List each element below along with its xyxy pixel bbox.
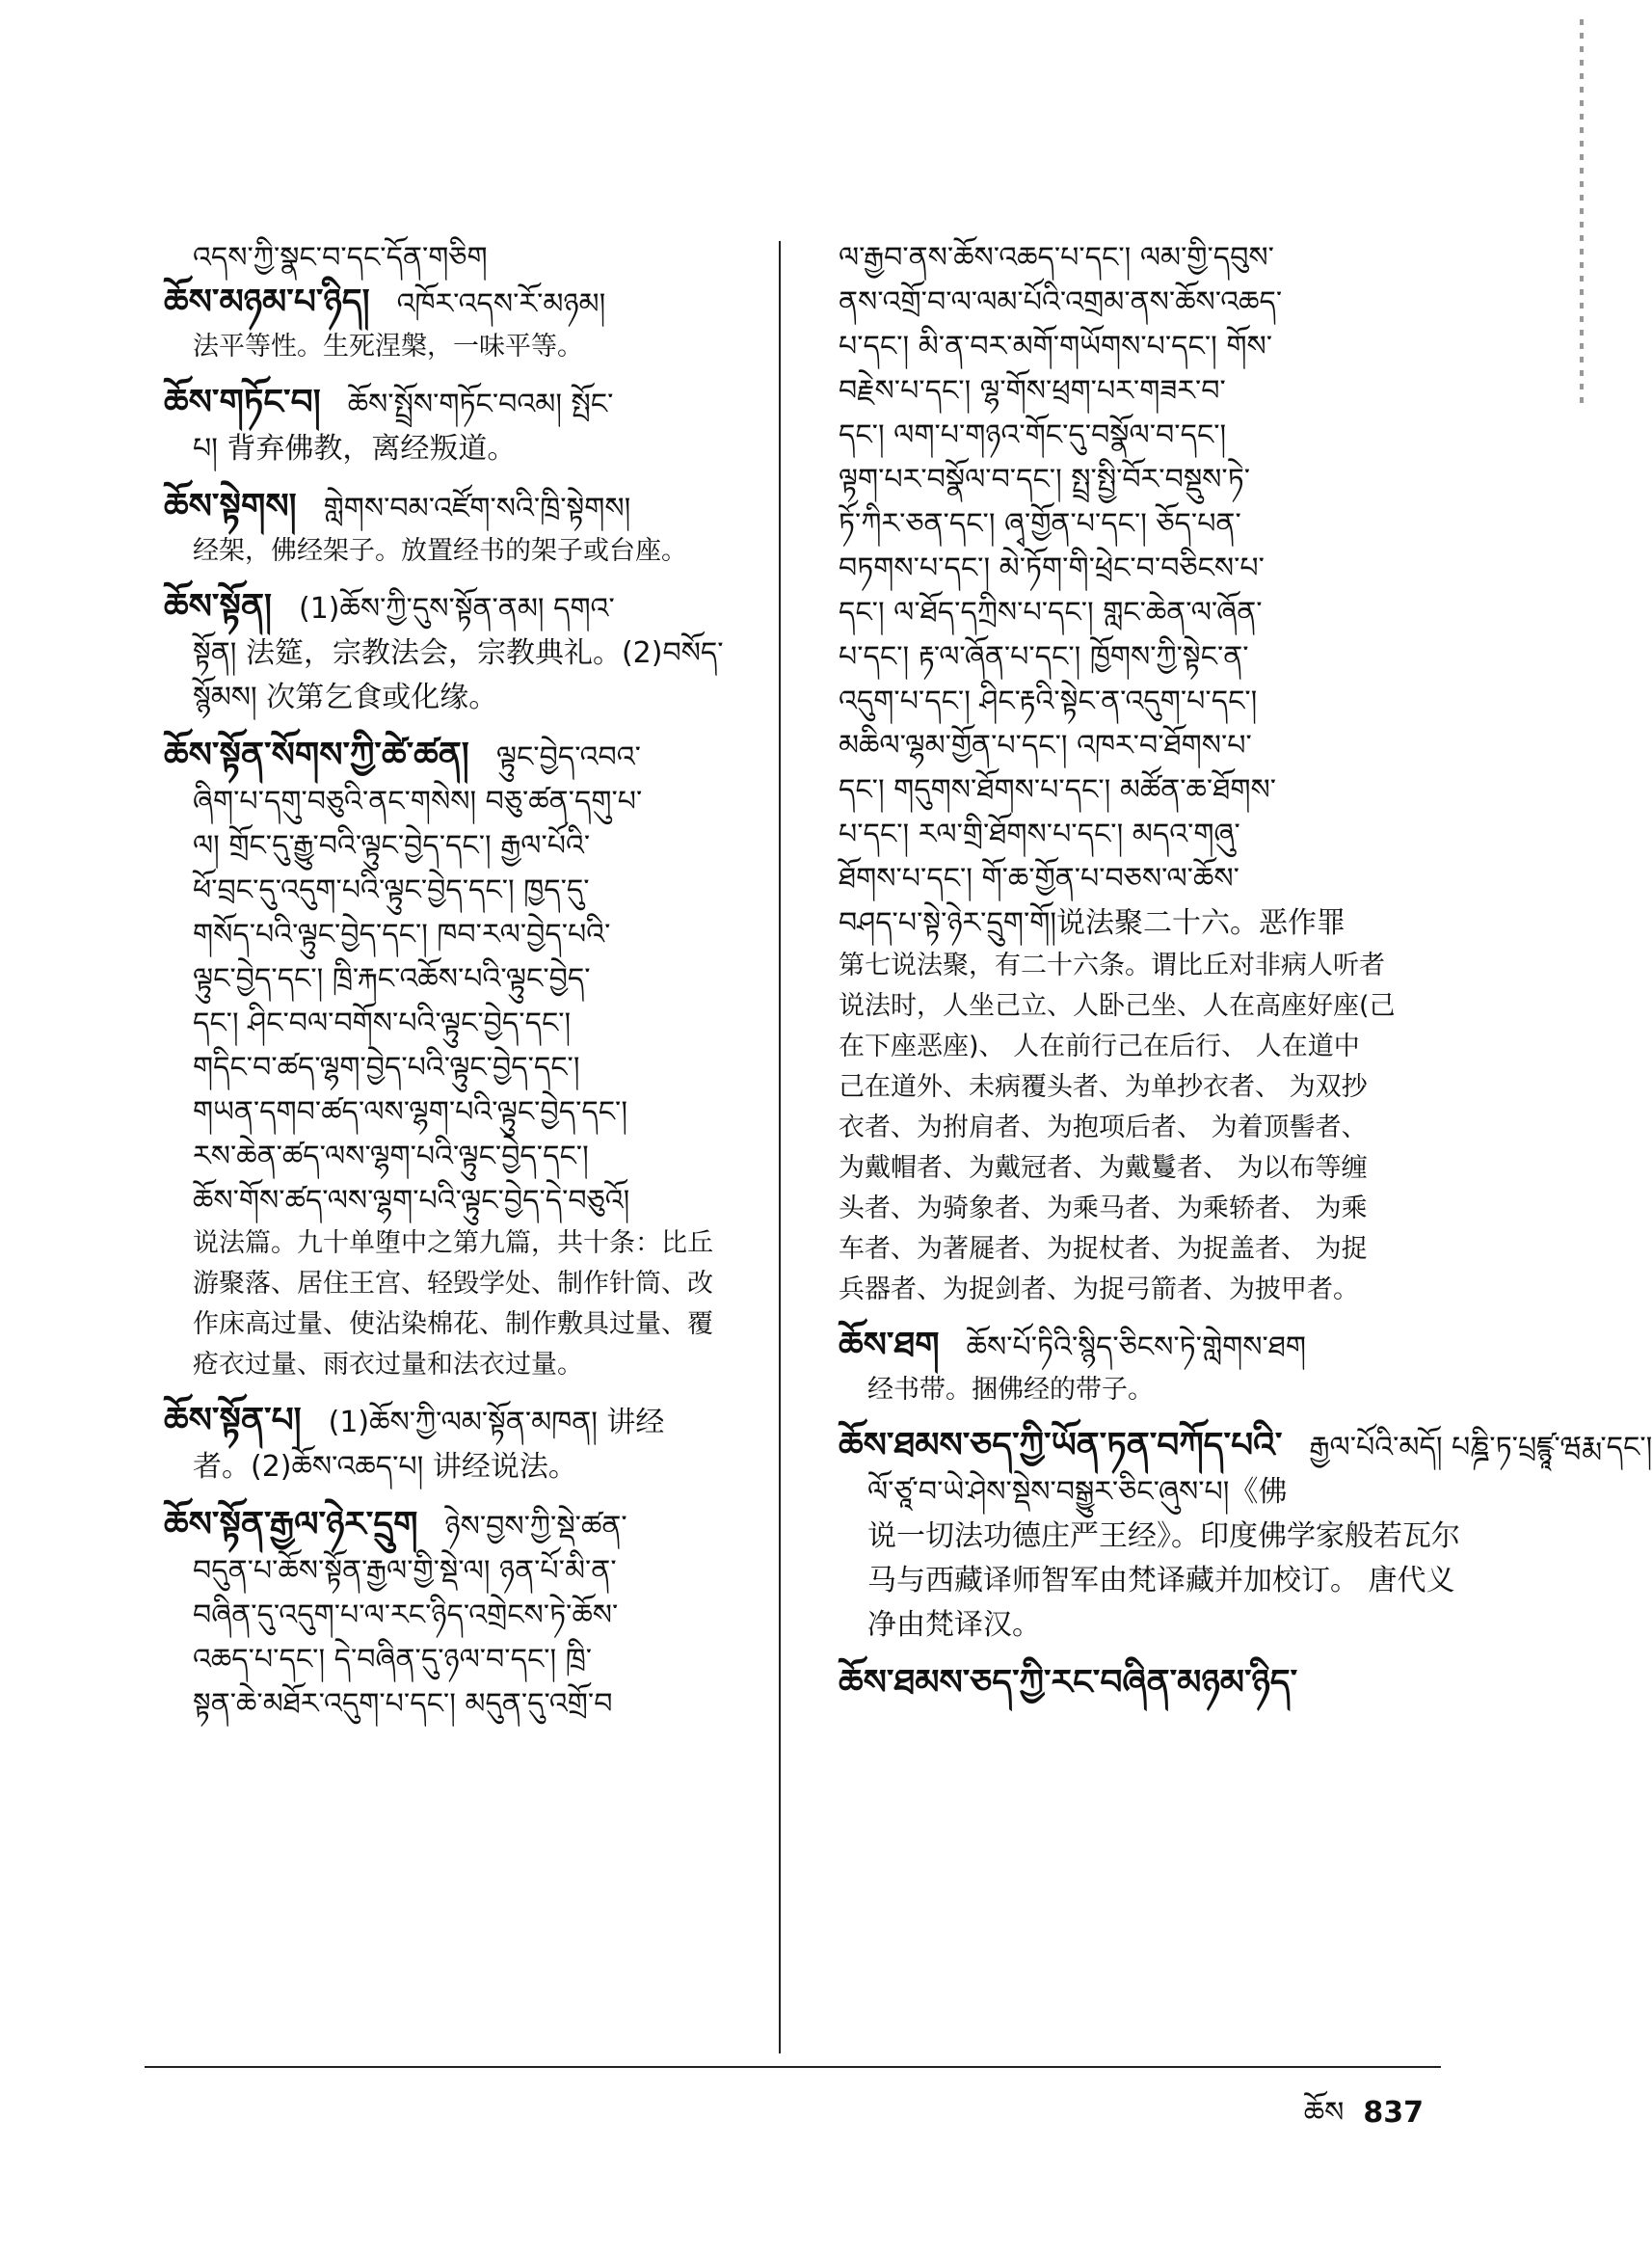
- dictionary-entry: [839, 1424, 1652, 1648]
- entry-tibetan-text: ལོ་ཙཱ་བ་ཡེ་ཤེས་སྡེས་བསྒྱུར་ཅིང་ཞུས་པ།《佛: [867, 1475, 1288, 1509]
- dictionary-entry: [164, 485, 761, 572]
- entry-chinese-definition: 经架，佛经架子。放置经书的架子或台座。: [193, 536, 687, 566]
- entry-line: [164, 734, 761, 780]
- entry-line: [164, 1046, 761, 1090]
- entry-line: [164, 1002, 761, 1046]
- entry-headword: ཆོས་སྟོན་སོགས་ཀྱི་ཚེ་ཚན།: [164, 736, 469, 775]
- entry-headword: ཆོས་ཐམས་ཅད་ཀྱི་ཡོན་ཏན་བཀོད་པའི་: [839, 1426, 1283, 1465]
- continuation-tibetan-line: ཏོ་ཀིར་ཅན་དང་། ཞྭ་གྱོན་པ་དང་། ཅོད་པན་: [839, 507, 1241, 541]
- continuation-chinese-line: 己在道外、未病覆头者、为单抄衣者、 为双抄: [839, 1072, 1368, 1102]
- entry-tibetan-text: འཁོར་འདས་རོ་མཉམ།: [396, 287, 606, 321]
- left-column: [164, 236, 761, 1740]
- entry-line: [164, 1549, 761, 1594]
- continuation-tibetan-line: བཤད་པ་སྟེ་ཉེར་དྲུག་གོ།说法聚二十六。恶作罪: [839, 906, 1346, 940]
- entry-chinese-definition: 法平等性。生死涅槃，一味平等。: [193, 332, 583, 362]
- continuation-chinese-line: 车者、为著屣者、为捉杖者、为捉盖者、 为捉: [839, 1234, 1368, 1264]
- entry-tibetan-text: གཡན་དགབ་ཚད་ལས་ལྷག་པའི་ལྟུང་བྱེད་དང་།: [193, 1095, 628, 1129]
- entry-tibetan-text: སྙོམས། 次第乞食或化缘。: [193, 681, 498, 714]
- entry-headword: ཆོས་མཉམ་པ་ཉིད།: [164, 282, 370, 322]
- entry-line: [164, 631, 761, 676]
- entry-line: [164, 1090, 761, 1135]
- entry-line: [839, 1559, 1455, 1603]
- entry-headword: ཆོས་སྟོན་པ།: [164, 1401, 302, 1440]
- entry-tibetan-text: སྟོན། 法筵，宗教法会，宗教典礼。(2)བསོད་: [193, 636, 724, 670]
- dictionary-entry: [164, 1399, 761, 1489]
- entry-line: [164, 485, 761, 531]
- entry-tibetan-text: ཆོས་པོ་ཏིའི་སྙིད་ཅིངས་ཏེ་གླེགས་ཐག: [966, 1330, 1307, 1364]
- continuation-tibetan-line: པ་དང་། མི་ན་བར་མགོ་གཡོགས་པ་དང་། གོས་: [839, 330, 1272, 363]
- running-word: ཆོས: [1303, 2096, 1345, 2130]
- entry-tibetan-text: ཕོ་བྲང་དུ་འདུག་པའི་ལྟུང་བྱེད་དང་། ཁྱད་དུ་: [193, 873, 590, 907]
- entry-line: [164, 585, 761, 631]
- dictionary-entry: [164, 734, 761, 1385]
- entry-line: [839, 1661, 1431, 1707]
- continuation-tibetan-line: བརྗེས་པ་དང་། ལྷ་གོས་ཕྲག་པར་གཟར་བ་: [839, 374, 1226, 408]
- entry-tibetan-text: ཆོས་སྤྲོས་གཏོང་བའམ། སྤོང་: [347, 388, 614, 421]
- continuation-chinese-line: 头者、为骑象者、为乘马者、为乘轿者、 为乘: [839, 1194, 1368, 1223]
- entry-line: [839, 1515, 1460, 1559]
- entry-chinese-definition: 疮衣过量、雨衣过量和法衣过量。: [193, 1350, 583, 1380]
- scan-edge-marks: [1580, 19, 1584, 405]
- entry-headword: ཆོས་གཏོང་བ།: [164, 383, 321, 422]
- entry-line: [164, 957, 761, 1002]
- dictionary-entry: [164, 381, 761, 471]
- dictionary-entry: [164, 281, 761, 367]
- entry-tibetan-text: རྒྱལ་པོའི་མདོ། པཎྜི་ཏ་པྲཛྙཱ་ཝརྨ་དང་།: [1309, 1431, 1652, 1464]
- entry-line: [164, 1135, 761, 1179]
- entry-line: [164, 1682, 761, 1727]
- entry-tibetan-text: ལ། གྲོང་དུ་རྒྱུ་བའི་ལྟུང་བྱེད་དང་། རྒྱལ་པོའི་: [193, 829, 591, 863]
- page-number: 837: [1363, 2096, 1424, 2130]
- entry-tibetan-text: རས་ཆེན་ཚད་ལས་ལྷག་པའི་ལྟུང་བྱེད་དང་།: [193, 1140, 589, 1173]
- entry-chinese-definition: 作床高过量、使沾染棉花、制作敷具过量、覆: [193, 1309, 713, 1339]
- continuation-tibetan-line: འདུག་པ་དང་། ཤིང་རྟའི་སྟེང་ན་འདུག་པ་དང་།: [839, 684, 1258, 718]
- entry-tibetan-text: གདིང་བ་ཚད་ལྷག་བྱེད་པའི་ལྟུང་བྱེད་དང་།: [193, 1051, 580, 1085]
- continuation-chinese-line: 衣者、为拊肩者、为抱项后者、 为着顶髻者、: [839, 1113, 1368, 1142]
- lead-line: འདས་ཀྱི་སྣང་བ་དང་དོན་གཅིག: [193, 241, 488, 275]
- entry-tibetan-text: བཞིན་དུ་འདུག་པ་ལ་རང་ཉིད་འགྲེངས་ཏེ་ཆོས་: [193, 1598, 619, 1632]
- entry-line: [164, 780, 761, 824]
- entry-chinese-definition: 说法篇。九十单堕中之第九篇，共十条：比丘: [193, 1228, 713, 1258]
- entry-chinese-definition: 经书带。捆佛经的带子。: [867, 1375, 1154, 1405]
- dictionary-entry: [164, 585, 761, 720]
- footer-rule: [145, 2066, 1441, 2068]
- entry-line: [164, 913, 761, 957]
- entry-tibetan-text: 净由梵译汉。: [867, 1608, 1041, 1642]
- entry-line: [164, 676, 761, 720]
- continuation-tibetan-line: ཐོགས་པ་དང་། གོ་ཆ་གྱོན་པ་བཅས་ལ་ཆོས་: [839, 862, 1239, 896]
- entry-tibetan-text: སྟན་ཆེ་མཐོར་འདུག་པ་དང་། མདུན་དུ་འགྲོ་བ: [193, 1687, 613, 1721]
- entry-line: [164, 1399, 761, 1445]
- entry-tibetan-text: བདུན་པ་ཆོས་སྟོན་རྒྱལ་གྱི་སྡེ་ལ། ཉན་པོ་མི་ན་: [193, 1554, 617, 1588]
- entry-headword: ཆོས་ཐམས་ཅད་ཀྱི་རང་བཞིན་མཉམ་ཉིད་: [839, 1663, 1298, 1703]
- column-divider: [779, 241, 781, 2053]
- entry-tibetan-text: འཆད་པ་དང་། དེ་བཞིན་དུ་ཉལ་བ་དང་། ཁྲི་: [193, 1643, 593, 1677]
- entry-line: [839, 1424, 1652, 1470]
- continuation-tibetan-line: དང་། གདུགས་ཐོགས་པ་དང་། མཚོན་ཆ་ཐོགས་: [839, 773, 1277, 807]
- entry-line: [164, 824, 761, 869]
- entry-line: [164, 1445, 761, 1489]
- entry-line: [164, 1179, 761, 1223]
- entry-line: [839, 1470, 1431, 1515]
- entry-tibetan-text: (1)ཆོས་ཀྱི་དུས་སྟོན་ནམ། དགའ་: [299, 592, 615, 626]
- continuation-chinese-line: 说法时，人坐己立、人卧己坐、人在高座好座(己: [839, 991, 1396, 1021]
- continuation-chinese-line: 为戴帽者、为戴冠者、为戴鬘者、 为以布等缠: [839, 1153, 1368, 1183]
- entry-tibetan-text: ཞིག་པ་དགུ་བཅུའི་ནང་གསེས། བཅུ་ཚན་དགུ་པ་: [193, 785, 643, 818]
- entry-line: [839, 1603, 1431, 1648]
- continuation-chinese-line: 兵器者、为捉剑者、为捉弓箭者、为披甲者。: [839, 1275, 1359, 1304]
- continuation-tibetan-line: ལྟག་པར་བསྣོལ་བ་དང་། སྤྲ་སྤྱི་བོར་བསྡུས་ཏེ་: [839, 463, 1251, 496]
- entry-tibetan-text: ལྟུང་བྱེད་དང་། ཁྲི་རྐང་འཆོས་པའི་ལྟུང་བྱེད་: [193, 962, 591, 996]
- entry-headword: ཆོས་སྟོན།: [164, 587, 272, 627]
- entry-line: [164, 281, 761, 327]
- entry-line: [164, 427, 761, 471]
- entry-line: [839, 1324, 1431, 1370]
- continuation-chinese-line: 在下座恶座)、 人在前行己在后行、 人在道中: [839, 1032, 1360, 1061]
- continuation-tibetan-line: པ་དང་། རྟ་ལ་ཞོན་པ་དང་། ཁྱོགས་ཀྱི་སྟེང་ན་: [839, 640, 1249, 674]
- entry-tibetan-text: ཉེས་བྱས་ཀྱི་སྡེ་ཚན་: [444, 1510, 627, 1543]
- continuation-chinese-line: 第七说法聚，有二十六条。谓比丘对非病人听者: [839, 951, 1385, 980]
- entry-line: [164, 1503, 761, 1549]
- page-footer: [1304, 2080, 1424, 2161]
- entry-tibetan-text: པ། 背弃佛教，离经叛道。: [193, 432, 517, 466]
- entry-headword: ཆོས་སྟེགས།: [164, 487, 297, 526]
- continuation-tibetan-line: བཏགས་པ་དང་། མེ་ཏོག་གི་ཕྲེང་བ་བཅིངས་པ་: [839, 551, 1265, 585]
- dictionary-entry: [839, 1324, 1431, 1410]
- dictionary-entry: [164, 1503, 761, 1727]
- entry-tibetan-text: ཆོས་གོས་ཚད་ལས་ལྷག་པའི་ལྟུང་བྱེད་དེ་བཅུའོ།: [193, 1184, 630, 1218]
- entry-headword: ཆོས་ཐག: [839, 1326, 940, 1365]
- continuation-tibetan-line: མཆིལ་ལྷམ་གྱོན་པ་དང་། འཁར་བ་ཐོགས་པ་: [839, 729, 1252, 763]
- continuation-tibetan-line: པ་དང་། རལ་གྲི་ཐོགས་པ་དང་། མདའ་གཞུ་: [839, 818, 1240, 851]
- entry-tibetan-text: གསོད་པའི་ལྟུང་བྱེད་དང་། ཁབ་རལ་བྱེད་པའི་: [193, 918, 611, 952]
- entry-headword: ཆོས་སྟོན་རྒྱལ་ཉེར་དྲུག: [164, 1505, 418, 1544]
- entry-tibetan-text: (1)ཆོས་ཀྱི་ལམ་སྟོན་མཁན། 讲经: [328, 1406, 665, 1439]
- entry-tibetan-text: 者。(2)ཆོས་འཆད་པ། 讲经说法。: [193, 1450, 577, 1484]
- continuation-chinese-block: [839, 946, 1431, 1310]
- entry-chinese-definition: 游聚落、居住王宫、轻毁学处、制作针筒、改: [193, 1269, 713, 1299]
- right-column: [839, 236, 1652, 1707]
- entry-tibetan-text: དང་། ཤིང་བལ་བགོས་པའི་ལྟུང་བྱེད་དང་།: [193, 1006, 572, 1040]
- continuation-tibetan-line: ལ་རྒྱབ་ནས་ཆོས་འཆད་པ་དང་། ལམ་གྱི་དབུས་: [839, 241, 1274, 275]
- entry-line: [164, 869, 761, 913]
- continuation-tibetan-line: དང་། ལག་པ་གཉའ་གོང་དུ་བསྣོལ་བ་དང་།: [839, 418, 1227, 452]
- entry-tibetan-text: ལྟུང་བྱེད་འབའ་: [495, 740, 641, 774]
- entry-tibetan-text: 马与西藏译师智军由梵译藏并加校订。 唐代义: [867, 1564, 1455, 1597]
- entry-tibetan-text: གླེགས་བམ་འཛོག་སའི་ཁྲི་སྟེགས།: [323, 492, 631, 525]
- continuation-tibetan-line: ནས་འགྲོ་བ་ལ་ལམ་པོའི་འགྲམ་ནས་ཆོས་འཆད་: [839, 285, 1283, 319]
- entry-line: [164, 381, 761, 427]
- entry-line: [164, 1594, 761, 1638]
- entry-line: [164, 1638, 761, 1682]
- continuation-tibetan-line: དང་། ལ་ཐོད་དཀྲིས་པ་དང་། གླང་ཆེན་ལ་ཞོན་: [839, 596, 1263, 630]
- entry-tibetan-text: 说一切法功德庄严王经》。印度佛学家般若瓦尔: [867, 1519, 1460, 1553]
